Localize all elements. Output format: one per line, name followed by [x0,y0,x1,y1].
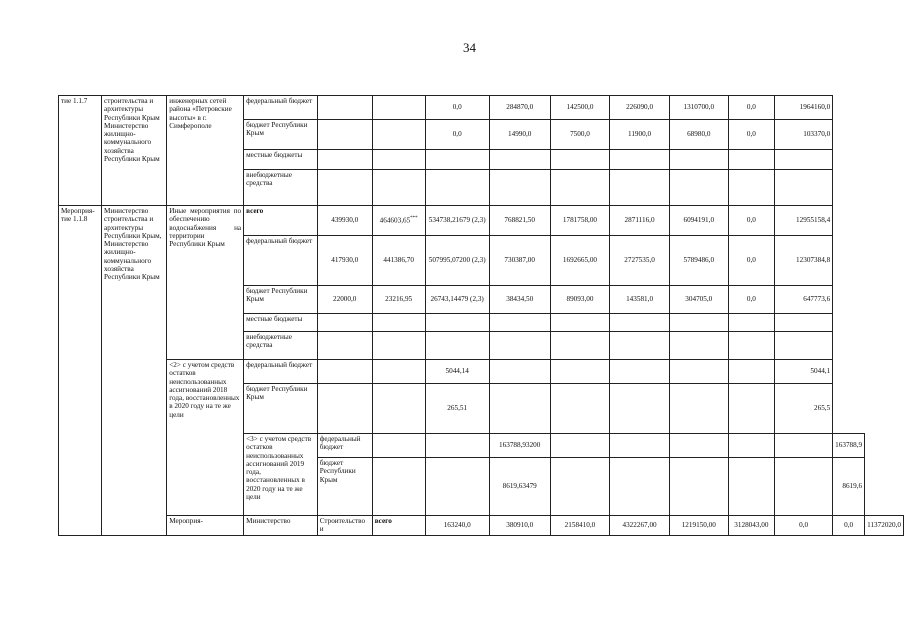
value-cell: 6094191,0 [669,206,728,236]
value-cell: 2871116,0 [610,206,670,236]
value-cell: 23216,95 [372,286,425,314]
value-cell: 441386,70 [372,236,425,286]
value-cell: 2158410,0 [550,516,610,536]
value-cell: 5044,14 [425,360,489,384]
value-cell: 22000,0 [317,286,372,314]
source-label: местные бюджеты [244,314,318,332]
value-cell: 1692665,00 [550,236,610,286]
page-number: 34 [463,40,476,55]
value-cell [372,96,425,120]
total-cell: 1964160,0 [775,96,833,120]
value-cell [317,96,372,120]
table-row [59,516,904,536]
measure-name: Иные мероприятия по обеспечению водоснабжения на территории Республики Крым [167,206,244,360]
total-cell: 5044,1 [775,360,833,384]
value-cell [317,120,372,150]
value-cell: 2727535,0 [610,236,670,286]
footnote-3-text: <3> с учетом средств остатков неиспользованных ассигнований 2019 года, восстановленных в 2020 году на те же цели [244,434,318,516]
measure-name: инженерных сетей района «Петровские высоты» в г. Симферополе [167,96,244,206]
value-cell: 439930,0 [317,206,372,236]
value-cell [372,120,425,150]
value-cell: 534738,21679 (2,3) [425,206,489,236]
total-cell: 12955158,4 [775,206,833,236]
footnote-mark: *** [410,216,418,222]
value-cell: 1310700,0 [669,96,728,120]
value-cell: 89093,00 [550,286,610,314]
value-cell: 7500,0 [550,120,610,150]
value-cell: 417930,0 [317,236,372,286]
source-label: внебюджетные средства [244,170,318,206]
table-row [59,96,904,120]
value-cell: 142500,0 [550,96,610,120]
source-label: местные бюджеты [244,150,318,170]
value-cell [372,206,425,236]
value-cell: 0,0 [728,120,774,150]
measure-code: Мероприя-тие 1.1.8 [59,206,102,536]
value-cell: 163240,0 [425,516,489,536]
source-label: всего [244,206,318,236]
value-cell: 0,0 [833,516,865,536]
budget-table [58,95,904,536]
value-cell: 3128043,00 [728,516,774,536]
measure-code: тие 1.1.7 [59,96,102,206]
value-cell: 4322267,00 [610,516,670,536]
value-cell: 163788,93200 [489,434,550,458]
total-cell: 8619,6 [833,458,865,516]
value-cell: 507995,07200 (2,3) [425,236,489,286]
value-cell: 26743,14479 (2,3) [425,286,489,314]
value-cell: 0,0 [728,96,774,120]
value-cell: 304705,0 [669,286,728,314]
source-label: бюджет Республики Крым [244,286,318,314]
total-cell: 647773,6 [775,286,833,314]
value-cell: 1219150,00 [669,516,728,536]
value-cell: 5789486,0 [669,236,728,286]
source-label: бюджет Республики Крым [317,458,372,516]
measure-code: Мероприя- [167,516,244,536]
value-cell: 0,0 [425,120,489,150]
measure-name: Строительство и [317,516,372,536]
value-text: 464603,65 [379,216,411,225]
total-cell: 265,5 [775,384,833,434]
table-row [59,206,904,236]
executor-cell: Министерство [244,516,318,536]
value-cell: 14990,0 [489,120,550,150]
source-label: бюджет Республики Крым [244,120,318,150]
executor-cell: Министерство строительства и архитектуры Республики Крым, Министерство жилищно-коммунального хозяйства Республики Крым [102,206,167,536]
source-label: федеральный бюджет [244,360,318,384]
source-label: внебюджетные средства [244,332,318,360]
source-label: федеральный бюджет [244,96,318,120]
total-cell: 103370,0 [775,120,833,150]
footnote-2-text: <2> с учетом средств остатков неиспользованных ассигнований 2018 года, восстановленных в 2020 году на те же цели [167,360,244,516]
value-cell: 0,0 [728,286,774,314]
value-cell: 265,51 [425,384,489,434]
value-cell: 8619,63479 [489,458,550,516]
value-cell: 68980,0 [669,120,728,150]
total-cell: 163788,9 [833,434,865,458]
total-cell: 12307384,8 [775,236,833,286]
value-cell: 0,0 [728,236,774,286]
source-label: федеральный бюджет [244,236,318,286]
source-label: бюджет Республики Крым [244,384,318,434]
total-cell: 11372020,0 [865,516,904,536]
source-label: всего [372,516,425,536]
value-cell: 0,0 [775,516,833,536]
source-label: федеральный бюджет [317,434,372,458]
value-cell: 284870,0 [489,96,550,120]
value-cell: 0,0 [425,96,489,120]
value-cell: 768821,50 [489,206,550,236]
table-row [59,360,904,384]
value-cell: 1781758,00 [550,206,610,236]
value-cell: 730387,00 [489,236,550,286]
value-cell: 0,0 [728,206,774,236]
executor-cell: строительства и архитектуры Республики Крым Министерство жилищно-коммунального хозяйства Республики Крым [102,96,167,206]
value-cell: 226090,0 [610,96,670,120]
value-cell: 380910,0 [489,516,550,536]
value-cell: 38434,50 [489,286,550,314]
value-cell: 143581,0 [610,286,670,314]
value-cell: 11900,0 [610,120,670,150]
